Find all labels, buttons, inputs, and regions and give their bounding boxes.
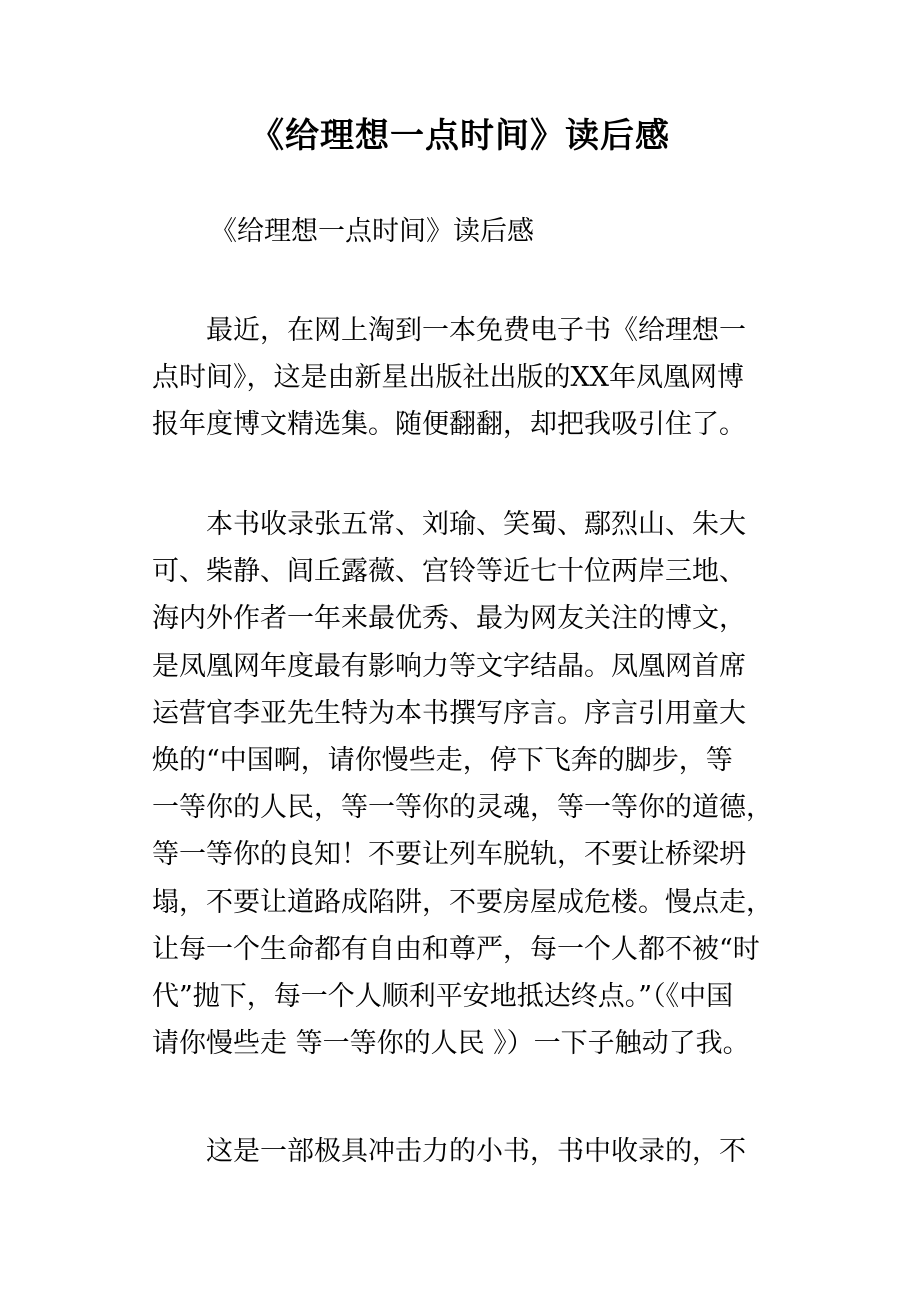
paragraph-line: 点时间》，这是由新星出版社出版的XX年凤凰网博 xyxy=(152,362,744,394)
document-subtitle: 《给理想一点时间》读后感 xyxy=(210,216,534,247)
document-title: 《给理想一点时间》读后感 xyxy=(250,116,670,156)
paragraph-line: 报年度博文精选集。随便翻翻，却把我吸引住了。 xyxy=(152,409,746,441)
paragraph-line: 本书收录张五常、刘瑜、笑蜀、鄢烈山、朱大 xyxy=(152,509,746,540)
paragraph-line: 等一等你的良知！不要让列车脱轨，不要让桥梁坍 xyxy=(152,839,746,871)
paragraph-1 xyxy=(152,307,782,449)
paragraph-line: 代”抛下，每一个人顺利平安地抵达终点。”（《中国 xyxy=(152,980,734,1012)
paragraph-line: 一等你的人民，等一等你的灵魂，等一等你的道德， xyxy=(152,792,773,824)
paragraph-line: 海内外作者一年来最优秀、最为网友关注的博文， xyxy=(152,603,746,635)
paragraph-line: 运营官李亚先生特为本书撰写序言。序言引用童大 xyxy=(152,697,746,729)
paragraph-line: 让每一个生命都有自由和尊严，每一个人都不被“时 xyxy=(152,933,760,965)
paragraph-2 xyxy=(152,501,782,1067)
paragraph-line: 可、柴静、闾丘露薇、宫铃等近七十位两岸三地、 xyxy=(152,556,746,588)
paragraph-line: 请你慢些走 等一等你的人民 》）一下子触动了我。 xyxy=(152,1028,750,1060)
paragraph-line: 是凤凰网年度最有影响力等文字结晶。凤凰网首席 xyxy=(152,650,746,682)
paragraph-line: 最近，在网上淘到一本免费电子书《给理想一 xyxy=(152,315,746,346)
paragraph-line: 焕的“中国啊，请你慢些走，停下飞奔的脚步，等 xyxy=(152,744,733,776)
paragraph-3 xyxy=(152,1128,782,1175)
paragraph-line: 这是一部极具冲击力的小书，书中收录的，不 xyxy=(152,1136,746,1167)
paragraph-line: 塌，不要让道路成陷阱，不要房屋成危楼。慢点走， xyxy=(152,886,773,918)
